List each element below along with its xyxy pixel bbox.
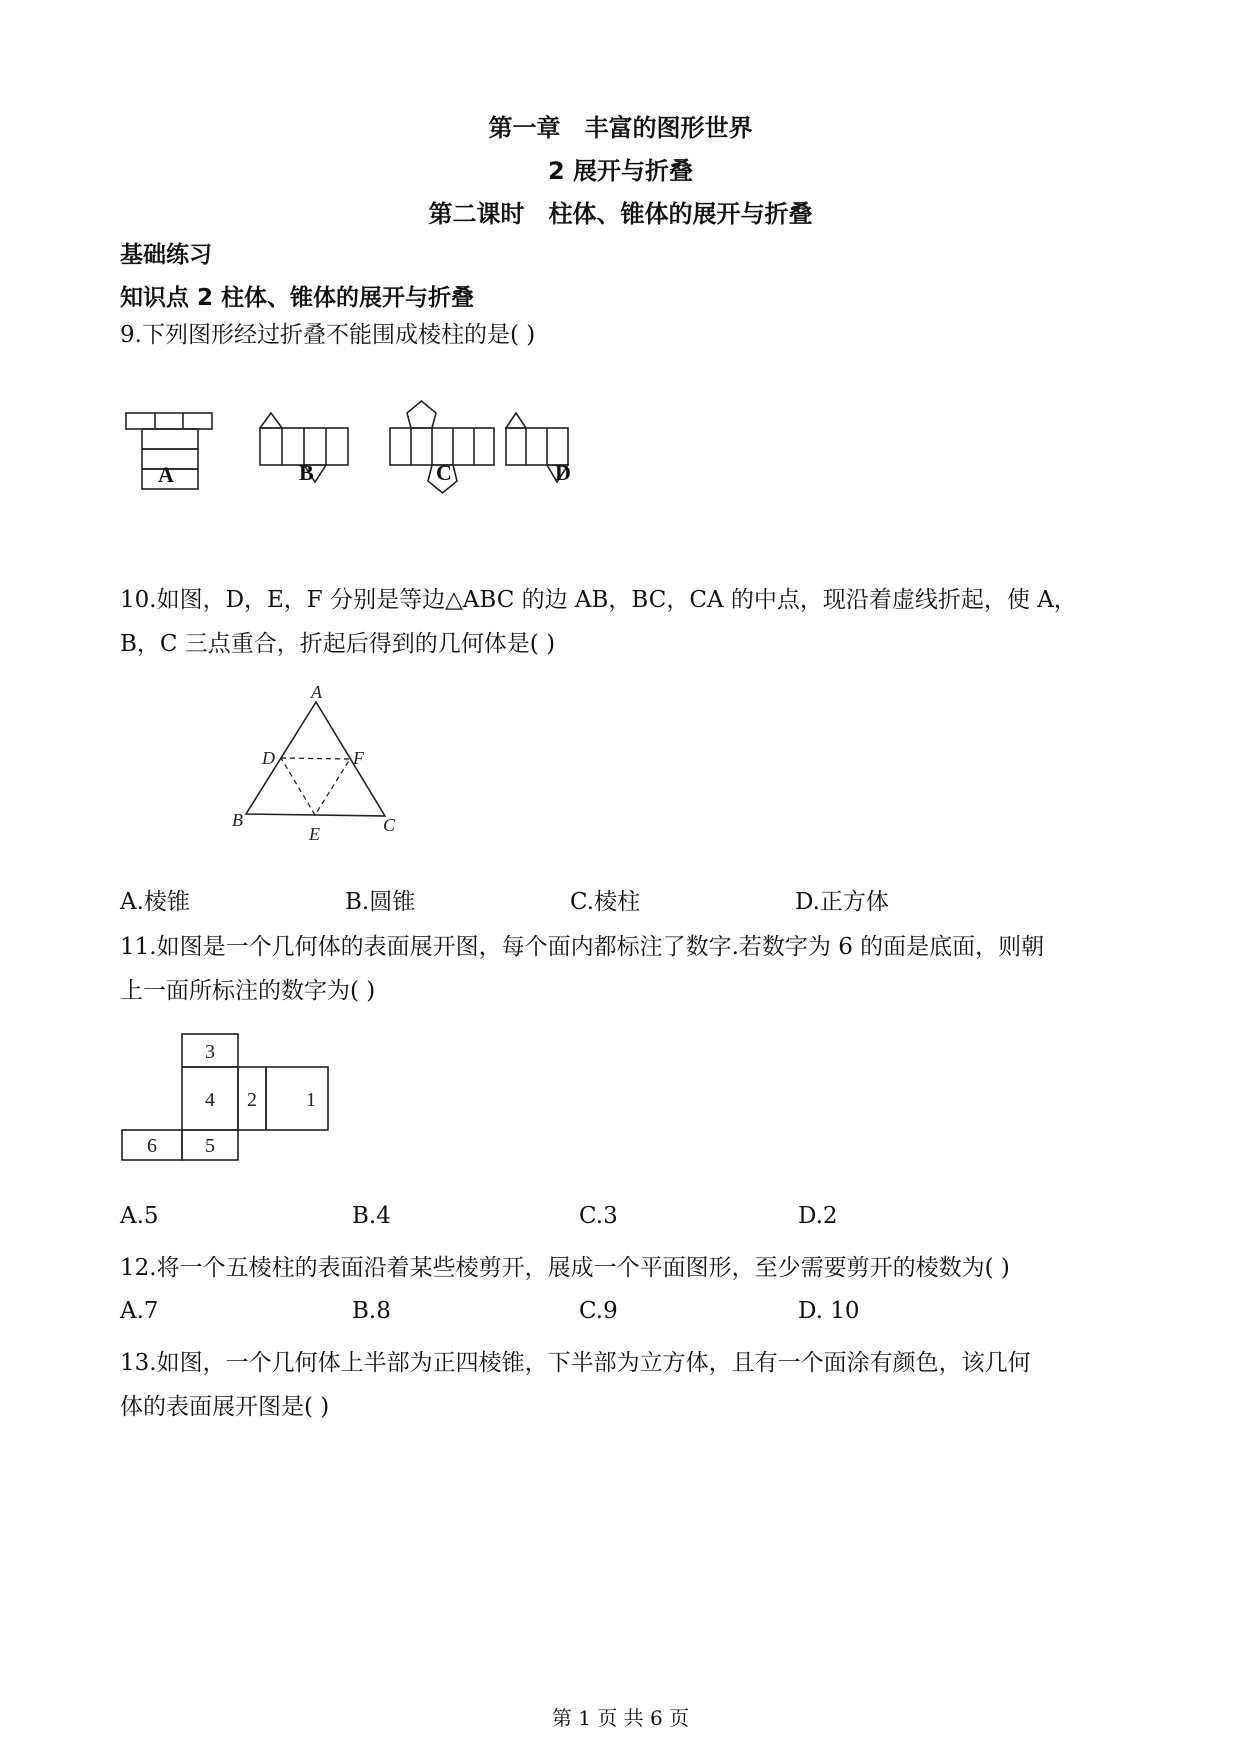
figure-label-b: B [299, 460, 314, 485]
question-12-option-b: B.8 [352, 1298, 391, 1324]
point-c-label: C [383, 815, 396, 835]
net-face-3: 3 [205, 1041, 215, 1063]
question-11-option-b: B.4 [352, 1203, 391, 1229]
question-11-line1: 11.如图是一个几何体的表面展开图，每个面内都标注了数字.若数字为 6 的面是底面，则朝 [120, 934, 1045, 960]
figure-label-d: D [555, 460, 571, 485]
question-12-option-a: A.7 [120, 1298, 159, 1324]
point-e-label: E [309, 824, 320, 844]
question-10-option-d: D.正方体 [795, 889, 889, 915]
question-11-option-d: D.2 [798, 1203, 838, 1229]
section-title: 2 展开与折叠 [547, 157, 694, 185]
question-11-option-c: C.3 [579, 1203, 618, 1229]
net-face-5: 5 [205, 1135, 215, 1157]
net-face-6: 6 [147, 1135, 157, 1157]
net-face-2: 2 [247, 1089, 257, 1111]
question-11-net-figure [110, 1030, 350, 1165]
point-f-label: F [353, 748, 364, 768]
page-footer: 第 1 页 共 6 页 [551, 1706, 690, 1730]
practice-heading: 基础练习 [120, 242, 212, 268]
chapter-title: 第一章 丰富的图形世界 [488, 114, 753, 142]
question-12-option-d: D. 10 [798, 1298, 860, 1324]
point-a-label: A [311, 682, 322, 702]
lesson-title: 第二课时 柱体、锥体的展开与折叠 [428, 200, 813, 228]
question-10-option-c: C.棱柱 [570, 889, 641, 915]
question-9-figures [100, 395, 620, 505]
question-9-text: 9.下列图形经过折叠不能围成棱柱的是( ) [120, 322, 536, 348]
question-10-option-a: A.棱锥 [120, 889, 190, 915]
net-face-1: 1 [306, 1089, 316, 1111]
question-11-option-a: A.5 [120, 1203, 159, 1229]
figure-label-c: C [436, 460, 452, 485]
point-d-label: D [262, 748, 275, 768]
question-10-triangle-figure [220, 678, 410, 848]
question-10-option-b: B.圆锥 [345, 889, 416, 915]
question-13-line2: 体的表面展开图是( ) [120, 1394, 330, 1420]
question-10-line2: B，C 三点重合，折起后得到的几何体是( ) [120, 631, 556, 657]
question-12-text: 12.将一个五棱柱的表面沿着某些棱剪开，展成一个平面图形，至少需要剪开的棱数为( ) [120, 1255, 1010, 1281]
knowledge-point-heading: 知识点 2 柱体、锥体的展开与折叠 [120, 285, 475, 311]
question-12-option-c: C.9 [579, 1298, 618, 1324]
question-13-line1: 13.如图，一个几何体上半部为正四棱锥，下半部为立方体，且有一个面涂有颜色，该几何 [120, 1350, 1031, 1376]
net-face-4: 4 [205, 1089, 215, 1111]
question-10-line1: 10.如图，D，E，F 分别是等边△ABC 的边 AB，BC，CA 的中点，现沿着虚线折起，使 A， [120, 587, 1077, 613]
figure-label-a: A [158, 462, 174, 487]
point-b-label: B [232, 810, 243, 830]
question-11-line2: 上一面所标注的数字为( ) [120, 978, 376, 1004]
